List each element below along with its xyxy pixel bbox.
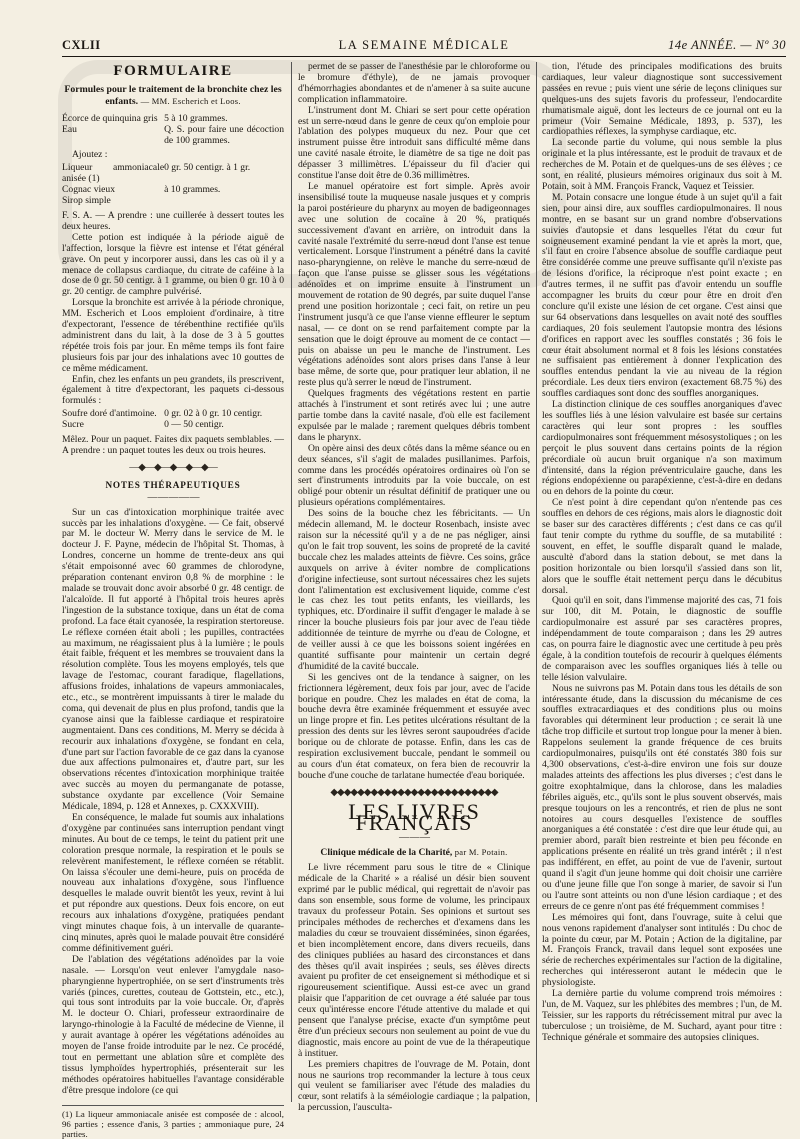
column-3 [542, 62, 782, 1108]
paragraph: Le manuel opératoire est fort simple. Après avoir insensibilisé toute la muqueuse nasale jusques et y compris la paroi postérieure du pharynx au moyen de badigeonnages avec une solution de cocaïne à 20 %, pratiqués successivement d'avant en arrière, on introduit dans la cavité nasale l'extrémité du serre-nœud dont l'anse est tenue verticalement. Lorsque l'instrument a pénétré dans la cavité naso-pharyngienne, on relève le manche du serre-nœud de façon que l'anse puisse se glisser sous les végétations adénoïdes et on imprime ensuite à l'instrument un mouvement de rotation de 90 degrés, par suite duquel l'anse prend une position horizontale ; ceci fait, on retire un peu l'instrument jusqu'à ce que l'anse vienne effleurer le septum nasal, — ce dont on se rend parfaitement compte par la sensation que le doigt éprouve au moment de ce contact — puis on abaisse un peu le manche de l'instrument. Les végétations adénoïdes sont alors prises dans l'anse à leur base même, de sorte que, pour pratiquer leur ablation, il ne reste plus qu'à serrer le nœud de l'instrument. [298, 180, 530, 389]
paragraph: Le livre récemment paru sous le titre de « Clinique médicale de la Charité » a réalisé un désir bien souvent exprimé par le public médical, qui regrettait de n'avoir pas dans son ensemble, sous forme de volume, les principaux travaux du professeur Potain. Ses opinions et surtout ses principales méthodes de recherches et d'examens dans les maladies du cœur se trouvaient disséminées, sinon égarées, et bien incomplètement encore, dans divers recueils, dans des cliniques publiées au hasard des circonstances et dans des thèses qu'il avait inspirées ; seuls, ses élèves directs avaient pu profiter de cet enseignement si méthodique et si rigoureusement scientifique. Aussi est-ce avec un grand plaisir que l'apparition de cet ouvrage a été saluée par tous ceux qu'intéresse encore l'étude attentive du malade et qui pensent que l'analyse précise, exacte d'un symptôme peut être d'un précieux secours non seulement au point de vue du diagnostic, mais encore au point de vue de la thérapeutique à instituer. [298, 862, 530, 1059]
ingredient-quantity: 0 gr. 50 centigr. à 1 gr. [164, 162, 251, 174]
paragraph: Les mémoires qui font, dans l'ouvrage, suite à celui que nous venons rapidement d'analyser sont intitulés : Du choc de la pointe du cœur, par M. Potain ; Action de la digitaline, par M. François Franck, travail dans lequel sont exposées une série de recherches expérimentales sur l'action de la digitaline, recherches qui intéresseront autant le médecin que le physiologiste. [542, 911, 782, 989]
ingredient-quantity: à 10 grammes. [164, 184, 221, 196]
issue-number: 14e ANNÉE. — Nº 30 [668, 38, 786, 52]
column-divider [536, 62, 537, 1102]
prescription-list [62, 409, 284, 431]
column-2 [298, 61, 530, 1114]
footnote: (1) La liqueur ammoniacale anisée est composée de : alcool, 96 parties ; essence d'anis, 3 parties ; ammoniaque pure, 24 parties. [62, 1105, 284, 1139]
paragraph: Les premiers chapitres de l'ouvrage de M. Potain, dont nous ne saurions trop recommander la lecture à tous ceux qui veulent se familiariser avec l'étude des maladies du cœur, sont relatifs à la séméiologie cardiaque ; la palpation, la percussion, l'ausculta- [298, 1058, 530, 1114]
paragraph: De l'ablation des végétations adénoïdes par la voie nasale. — Lorsqu'on veut enlever l'amygdale naso-pharyngienne hypertrophiée, on se sert d'instruments très variés (pinces, curettes, couteau de Gottstein, etc., etc.), qui tous sont introduits par la voie buccale. Or, d'après M. le docteur O. Chiari, professeur extraordinaire de laryngo-rhinologie à la Faculté de médecine de Vienne, il y aurait avantage à opérer les végétations adénoïdes au moyen de l'anse froide introduite par le nez. Ce procédé, tout en permettant une ablation sûre et complète des tissus lymphoïdes hypertrophiés, présenterait sur les méthodes opératoires habituelles l'avantage considérable d'être presque indolore (ce qui [62, 953, 284, 1096]
paragraph: Ce n'est point à dire cependant qu'on n'entende pas ces souffles en dehors de ces régions, mais alors le diagnostic doit se baser sur des caractères différents ; c'est dans ce cas qu'il faut tenir compte du rythme du souffle, de sa mutabilité : souvent, en effet, le souffle disparaît quand le malade, auscultè d'abord dans la station debout, se met dans la position horizontale ou bien lorsqu'il s'assied dans son lit, alors que le souffle était nettement perçu dans le décubitus dorsal. [542, 497, 782, 596]
paragraph: La dernière partie du volume comprend trois mémoires : l'un, de M. Vaquez, sur les phlébites des membres ; l'un, de M. Teissier, sur les rapports du rétrécissement mitral pur avec la tuberculose ; un troisième, de M. Suchard, ayant pour titre : Technique générale et sommaire des autopsies cliniques. [542, 988, 782, 1043]
ingredient-quantity: Q. S. pour faire une décoction de 100 grammes. [164, 123, 284, 146]
ingredient-name: Eau [62, 123, 77, 135]
paragraph: La distinction clinique de ces souffles anorganiques d'avec les souffles liés à une lésion valvulaire est basée sur certains caractères qui leur sont propres : les souffles cardiopulmonaires sont fréquemment mésosystoliques ; on les perçoit le plus souvent dans certains points de la région précordiale où aucun bruit organique n'a son maximum d'intensité, dans la région préventriculaire gauche, dans les régions endopéxienne ou parapéxienne, c'est-à-dire en dedans ou en dehors de la pointe du cœur. [542, 399, 782, 498]
prescription-row [62, 163, 284, 185]
ingredient-quantity: 0 gr. 02 à 0 gr. 10 centigr. [164, 408, 263, 420]
ingredient-name: Écorce de quinquina gris [62, 112, 158, 124]
ingredient-name: Soufre doré d'antimoine. [62, 408, 157, 420]
notes-heading: NOTES THÉRAPEUTIQUES [105, 479, 241, 490]
book-review-paragraphs [298, 863, 530, 1114]
ingredient-name: Sirop simple [62, 195, 111, 207]
paragraph: Cette potion est indiquée à la période aiguë de l'affection, lorsque la fièvre est intense et l'état général grave. On peut y incorporer aussi, dans les cas où il y a menace de collapsus cardiaque, du citrate de caféine à la dose de 0 gr. 50 centigr. à 1 gramme, ou bien 0 gr. 10 à 0 gr. 20 centigr. de camphre pulvérisé. [62, 231, 284, 298]
formula-paragraphs [62, 233, 284, 408]
section-title-formulaire: FORMULAIRE [113, 63, 233, 79]
melez-instruction: Mêlez. Pour un paquet. Faites dix paquets semblables. — A prendre : un paquet toutes les deux ou trois heures. [62, 434, 284, 456]
section-title-livres: LES LIVRES FRANÇAIS [348, 798, 480, 835]
paragraph: Nous ne suivrons pas M. Potain dans tous les détails de son intéressante étude, dans la discussion du mécanisme de ces souffles extracardiaques et des conditions plus ou moins favorables qui déterminent leur production ; ce serait là une tâche trop difficile et surtout trop longue pour la mener à bien. Rappelons seulement la grande fréquence de ces bruits cardiopulmonaires, puisqu'ils ont été constatés 380 fois sur 4,300 observations, c'est-à-dire environ une fois sur douze malades atteints des affections les plus diverses ; c'est dans le goitre exophtalmique, dans la chlorose, dans les maladies fébriles aiguës, etc., qu'ils sont le plus souvent observés, mais presque toujours on les a rencontrés, et rien de plus ne sont notoires au cours desquelles l'existence de souffles anorganiques a été constatée : c'est dire que leur étude qui, au premier abord, paraît bien restreinte et bien peu féconde en applications présente en réalité un très grand intérêt ; il n'est pas indifférent, en effet, au point de vue de l'avenir, surtout quand il s'agit d'un jeune homme qui doit choisir une carrière ou d'une jeune fille que l'on songe à marier, de savoir si l'un ou l'autre sont atteints ou non d'une lésion cardiaque ; et des erreurs de ce genre n'ont pas été fréquemment commises ! [542, 682, 782, 912]
prescription-list [62, 114, 284, 147]
ingredient-quantity [164, 196, 284, 207]
ingredient-name: Cognac vieux [62, 184, 116, 196]
page-number: CXLII [62, 38, 101, 52]
paragraph: En conséquence, le malade fut soumis aux inhalations d'oxygène par continuées sans interruption pendant vingt minutes. Au bout de ce temps, le teint du patient prit une coloration presque normale, la respiration et le pouls se relevèrent manifestement, le réflexe cornéen se rétablit. On laissa s'écouler une demi-heure, puis on procéda de nouveau aux inhalations d'oxygène, sous l'influence desquelles le malade ouvrit bientôt les yeux, revint à lui et put répondre aux questions. Deux fois encore, on eut recours aux inhalations d'oxygène, pratiquées pendant vingt minutes chaque fois, à un intervalle de quarante-cinq minutes, après quoi le malade pouvait être considéré comme définitivement guéri. [62, 812, 284, 954]
column-1 [62, 62, 284, 1139]
book-title: Clinique médicale de la Charité, par M. Potain. [320, 847, 508, 859]
paragraph: Des soins de la bouche chez les fébricitants. — Un médecin allemand, M. le docteur Rosenbach, insiste avec raison sur la nécessité qu'il y a de ne pas négliger, ainsi qu'on le fait trop souvent, les soins de propreté de la cavité buccale chez les malades atteints de fièvre. Ces soins, grâce auxquels on arrive à éviter nombre de complications d'origine infectieuse, sont surtout nécessaires chez les sujets dont l'alimentation est exclusivement liquide, comme c'est le cas chez les tout petits enfants, les vieillards, les typhiques, etc. D'ordinaire il suffit d'engager le malade à se rincer la bouche plusieurs fois par jour avec de l'eau tiède additionnée de teinture de myrrhe ou d'eau de Cologne, et de veiller aussi à ce que les boissons soient ingérées en quantité suffisante pour maintenir un certain degré d'humidité de la cavité buccale. [298, 508, 530, 672]
prescription-list [62, 163, 284, 207]
prescription-row [62, 420, 284, 431]
formula-title: Formules pour le traitement de la bronchite chez les enfants. — MM. Escherich et Loos. [64, 83, 282, 107]
paragraph: tion, l'étude des principales modifications des bruits cardiaques, leur valeur diagnostique sont successivement passées en revue ; puis vient une série de leçons cliniques sur quelques-uns des sujets favoris du professeur, l'endocardite rhumatismale aiguë, dont les lecteurs de ce journal ont eu la primeur (Voir Semaine Médicale, 1893, p. 537), les cardiopathies réflexes, la symphyse cardiaque, etc. [542, 61, 782, 138]
book-review-continued [542, 62, 782, 1044]
paragraph: M. Potain consacre une longue étude à un sujet qu'il a fait sien, pour ainsi dire, aux souffles cardiopulmonaires. Il nous montre, en se basant sur un grand nombre d'observations suivies d'autopsie et dans lesquelles l'état du cœur fut soigneusement examiné pendant la vie et après la mort, que, s'il faut en croire l'absence absolue de souffle cardiaque peut être considérée comme une preuve suffisante qu'il n'existe pas de lésions d'orifice, la réciproque n'est point exacte ; en d'autres termes, il ne suffit pas d'avoir entendu un souffle accompagner les bruits du cœur pour être en droit d'en conclure qu'il existe une lésion de cet organe. C'est ainsi que sur 64 observations dans lesquelles on avait noté des souffles cardiaques, 20 fois seulement l'autopsie montra des lésions d'orifices en rapport avec les souffles constatés ; 36 fois le cœur était absolument normal et 8 fois les lésions constatées ne suffisaient pas entièrement à donner l'explication des souffles entendus pendant la vie au niveau de la région précordiale. Les deux tiers environ (exactement 68.75 %) des souffles cardiaques sont donc des souffles anorganiques. [542, 191, 782, 400]
paragraph: L'instrument dont M. Chiari se sert pour cette opération est un serre-nœud dans le genre de ceux qu'on emploie pour l'ablation des polypes muqueux du nez. Pour que cet instrument puisse être introduit sans difficulté même dans une cavité nasale étroite, le diamètre de sa tige ne doit pas dépasser 3 millimètres. L'épaisseur du fil d'acier qui constitue l'anse doit être de 0.36 millimètres. [298, 104, 530, 182]
ornament-divider: — — — — — [147, 491, 199, 503]
paragraph: La seconde partie du volume, qui nous semble la plus originale et la plus intéressante, est le produit de travaux et de recherches de M. Potain et de quelques-uns de ses élèves ; ce sont, en réalité, plusieurs mémoires originaux dus soit à M. Potain, soit à MM. François Franck, Vaquez et Teissier. [542, 137, 782, 192]
fsa-instruction: F. S. A. — A prendre : une cuillerée à dessert toutes les deux heures. [62, 209, 284, 232]
prescription-row [62, 196, 284, 207]
paragraph: Lorsque la bronchite est arrivée à la période chronique, MM. Escherich et Loos emploient d'ordinaire, à titre d'expectorant, l'essence de térébenthine rectifiée qu'ils administrent dans du lait, à la dose de 3 à 5 gouttes répétée trois fois par jour. En même temps ils font faire plusieurs fois par jour des inhalations avec 10 gouttes de ce même médicament. [62, 297, 284, 374]
ajoutez-label: Ajoutez : [72, 149, 108, 161]
paragraph: Quoi qu'il en soit, dans l'immense majorité des cas, 71 fois sur 100, dit M. Potain, le diagnostic de souffle cardiopulmonaire est assuré par ses caractères propres, indépendamment de toute comparaison ; dans les 29 autres cas, on pourra faire le diagnostic avec une certitude à peu près égale, à la condition toutefois de recourir à quelques éléments de comparaison avec les souffles organiques liés à telle ou telle lésion valvulaire. [542, 595, 782, 683]
paragraph: Sur un cas d'intoxication morphinique traitée avec succès par les inhalations d'oxygène. — Ce fait, observé par M. le docteur W. Merry dans le service de M. le docteur J. F. Payne, médecin de l'hôpital St. Thomas, à Londres, concerne un homme de trente-deux ans qui s'était empoisonné avec 60 grammes de chlorodyne, préparation contenant environ 0,8 % de morphine : le malade se trouvait donc avoir absorbé 0 gr. 48 centigr. de l'alcaloïde. Il fut apporté à l'hôpital trois heures après l'ingestion de la substance toxique, dans un état de coma profond. La face était cyanosée, la respiration stertoreuse. Le réflexe cornéen était aboli ; les pupilles, contractées au maximum, ne réagissaient plus à la lumière ; le pouls était faible, fréquent et les membres se trouvaient dans la résolution complète. Tous les moyens employés, tels que lavage de l'estomac, courant faradique, flagellations, affusions froides, inhalations de vapeurs ammoniacales, etc., etc., se montrèrent impuissants à tirer le malade du coma, qui devenait de plus en plus profond, tandis que la cyanose ainsi que la faiblesse cardiaque et respiratoire augmentaient. Dans ces conditions, M. Merry se décida à recourir aux inhalations d'oxygène, se fondant en cela, d'une part sur l'action favorable de ce gaz dans la cyanose due aux affections pulmonaires et, d'autre part, sur les observations récentes d'intoxication morphinique traitée avec succès au moyen du permanganate de potasse, substance oxydante par excellence (Voir Semaine Médicale, 1894, p. 128 et Annexes, p. CXXXVIII). [62, 506, 284, 813]
paragraph: Quelques fragments des végétations restent en partie attachés à l'instrument et sont retirés avec lui ; une autre partie tombe dans la cavité nasale, d'où elle est facilement expulsée par le malade ; rarement quelques débris tombent dans le pharynx. [298, 388, 530, 443]
ornament-divider: —◆—◆—◆—◆—◆— [129, 461, 217, 473]
ornament-divider: — — — [399, 831, 429, 843]
ornament-divider: ◆◆◆◆◆◆◆◆◆◆◆◆◆◆◆◆◆◆◆◆◆◆◆◆◆ [330, 786, 498, 798]
ingredient-quantity: 0 — 50 centigr. [164, 419, 224, 431]
journal-title: LA SEMAINE MÉDICALE [338, 38, 510, 52]
notes-paragraphs [62, 508, 284, 1097]
page-header [62, 38, 786, 54]
paragraph: permet de se passer de l'anesthésie par le chloroforme ou le bromure d'éthyle), de ne jamais provoquer d'hémorrhagies abondantes et de n'amener à sa suite aucune complication inflammatoire. [298, 61, 530, 105]
prescription-row [62, 125, 284, 147]
column-divider [291, 62, 292, 1102]
paragraph: Enfin, chez les enfants un peu grandets, ils prescrivent, également à titre d'expectorant, les paquets ci-dessous formulés : [62, 373, 284, 407]
ingredient-name: Liqueur ammoniacale anisée (1) [62, 162, 165, 185]
paragraph: On opère ainsi des deux côtés dans la même séance ou en deux séances, s'il s'agit de malades pusillanimes. Parfois, comme dans les procédés opératoires ordinaires où l'on se sert d'instruments introduits par la voie buccale, on est obligé pour obtenir un résultat définitif de pratiquer une ou plusieurs opérations complémentaires. [298, 442, 530, 509]
header-rule [62, 56, 786, 57]
ingredient-name: Sucre [62, 419, 84, 431]
prescription-row [62, 114, 284, 125]
article-paragraphs [298, 62, 530, 782]
ingredient-quantity: 5 à 10 grammes. [164, 112, 228, 124]
paragraph: Si les gencives ont de la tendance à saigner, on les frictionnera légèrement, deux fois par jour, avec de l'acide borique en poudre. Chez les malades en état de coma, la bouche devra être examinée fréquemment et essuyée avec un linge propre et fin. Les petites ulcérations résultant de la pression des dents sur les lèvres seront saupoudrées d'acide borique ou de chlorate de potasse. Enfin, dans les cas de respiration exclusivement buccale, pendant le sommeil ou au cours d'un état comateux, on fera bien de recouvrir la bouche d'une couche de tarlatane humectée d'eau boriquée. [298, 671, 530, 781]
